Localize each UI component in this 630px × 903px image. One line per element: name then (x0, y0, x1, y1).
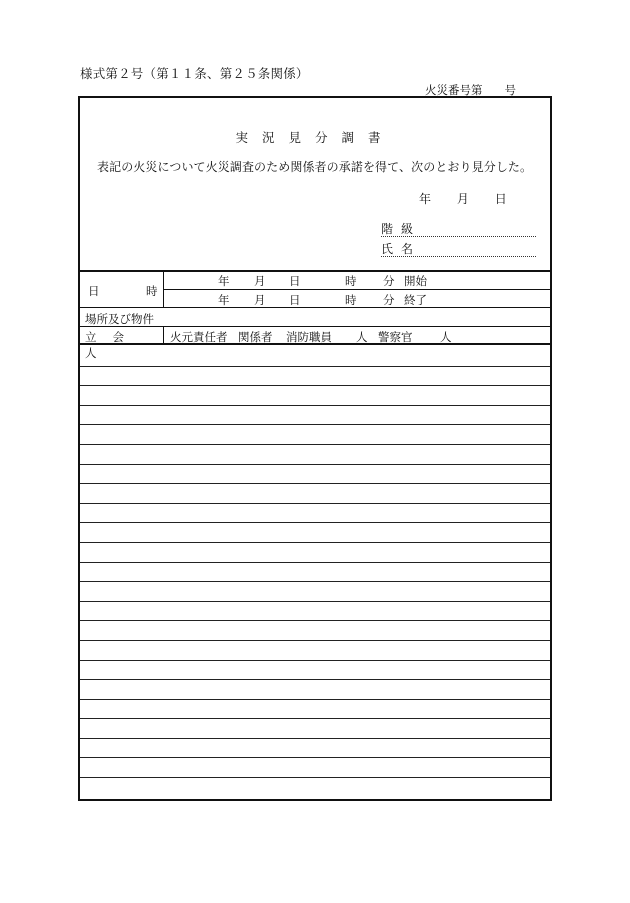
witness-person-unit-2: 人 (440, 330, 452, 344)
ruled-line[interactable] (80, 582, 550, 602)
ruled-line[interactable] (80, 347, 550, 367)
datetime-label-cell (80, 270, 164, 307)
datetime-label-time: 時 (146, 284, 158, 298)
date-year: 年 (419, 192, 432, 206)
end-hour: 時 (345, 293, 357, 307)
end-day: 日 (289, 293, 301, 307)
end-datetime-field[interactable] (164, 289, 550, 308)
end-year: 年 (218, 293, 230, 307)
ruled-line[interactable] (80, 386, 550, 406)
witness-fire-source: 火元責任者 (170, 330, 228, 344)
ruled-line[interactable] (80, 739, 550, 759)
place-row[interactable] (80, 308, 550, 327)
ruled-line[interactable] (80, 543, 550, 563)
witness-fire-staff: 消防職員 (286, 330, 332, 344)
ruled-line[interactable] (80, 425, 550, 445)
fire-number-prefix: 火災番号第 (425, 83, 483, 97)
name-label: 氏名 (381, 242, 422, 256)
witness-row (80, 327, 550, 360)
report-header (80, 98, 550, 272)
start-hour: 時 (345, 274, 357, 288)
ruled-line[interactable] (80, 406, 550, 426)
ruled-line[interactable] (80, 700, 550, 720)
report-title: 実況見分調書 (235, 130, 395, 145)
statement: 表記の火災について火災調査のため関係者の承諾を得て、次のとおり見分した。 (97, 160, 533, 174)
end-minute: 分 (383, 293, 395, 307)
ruled-line[interactable] (80, 367, 550, 387)
ruled-line[interactable] (80, 484, 550, 504)
place-label: 場所及び物件 (85, 312, 154, 326)
rank-label: 階級 (381, 222, 422, 236)
end-status: 終了 (404, 293, 427, 307)
report-date (419, 190, 529, 207)
ruled-line[interactable] (80, 504, 550, 524)
start-status: 開始 (404, 274, 427, 288)
start-day: 日 (289, 274, 301, 288)
fire-number-suffix: 号 (504, 83, 516, 97)
start-month: 月 (254, 274, 266, 288)
ruled-line[interactable] (80, 758, 550, 778)
date-month: 月 (456, 192, 469, 206)
start-datetime-field[interactable] (164, 270, 550, 290)
date-day: 日 (494, 192, 507, 206)
datetime-label-day: 日 (88, 284, 100, 298)
witness-label-cell (80, 327, 164, 360)
report-frame (78, 96, 552, 801)
name-field[interactable] (381, 240, 536, 257)
witness-label: 立会人 (85, 330, 140, 360)
start-minute: 分 (383, 274, 395, 288)
ruled-line[interactable] (80, 602, 550, 622)
ruled-line[interactable] (80, 680, 550, 700)
end-month: 月 (254, 293, 266, 307)
ruled-line[interactable] (80, 523, 550, 543)
ruled-line[interactable] (80, 719, 550, 739)
datetime-row (80, 270, 550, 308)
witness-person-unit-1: 人 (356, 330, 368, 344)
ruled-line[interactable] (80, 563, 550, 583)
start-year: 年 (218, 274, 230, 288)
ruled-line[interactable] (80, 465, 550, 485)
ruled-line[interactable] (80, 445, 550, 465)
witness-related: 関係者 (238, 330, 273, 344)
form-label: 様式第２号（第１１条、第２５条関係） (80, 66, 309, 81)
rank-field[interactable] (381, 220, 536, 237)
witness-police: 警察官 (378, 330, 413, 344)
ruled-line[interactable] (80, 778, 550, 798)
ruled-line[interactable] (80, 621, 550, 641)
ruled-line[interactable] (80, 661, 550, 681)
ruled-writing-area[interactable] (80, 347, 550, 798)
ruled-line[interactable] (80, 641, 550, 661)
